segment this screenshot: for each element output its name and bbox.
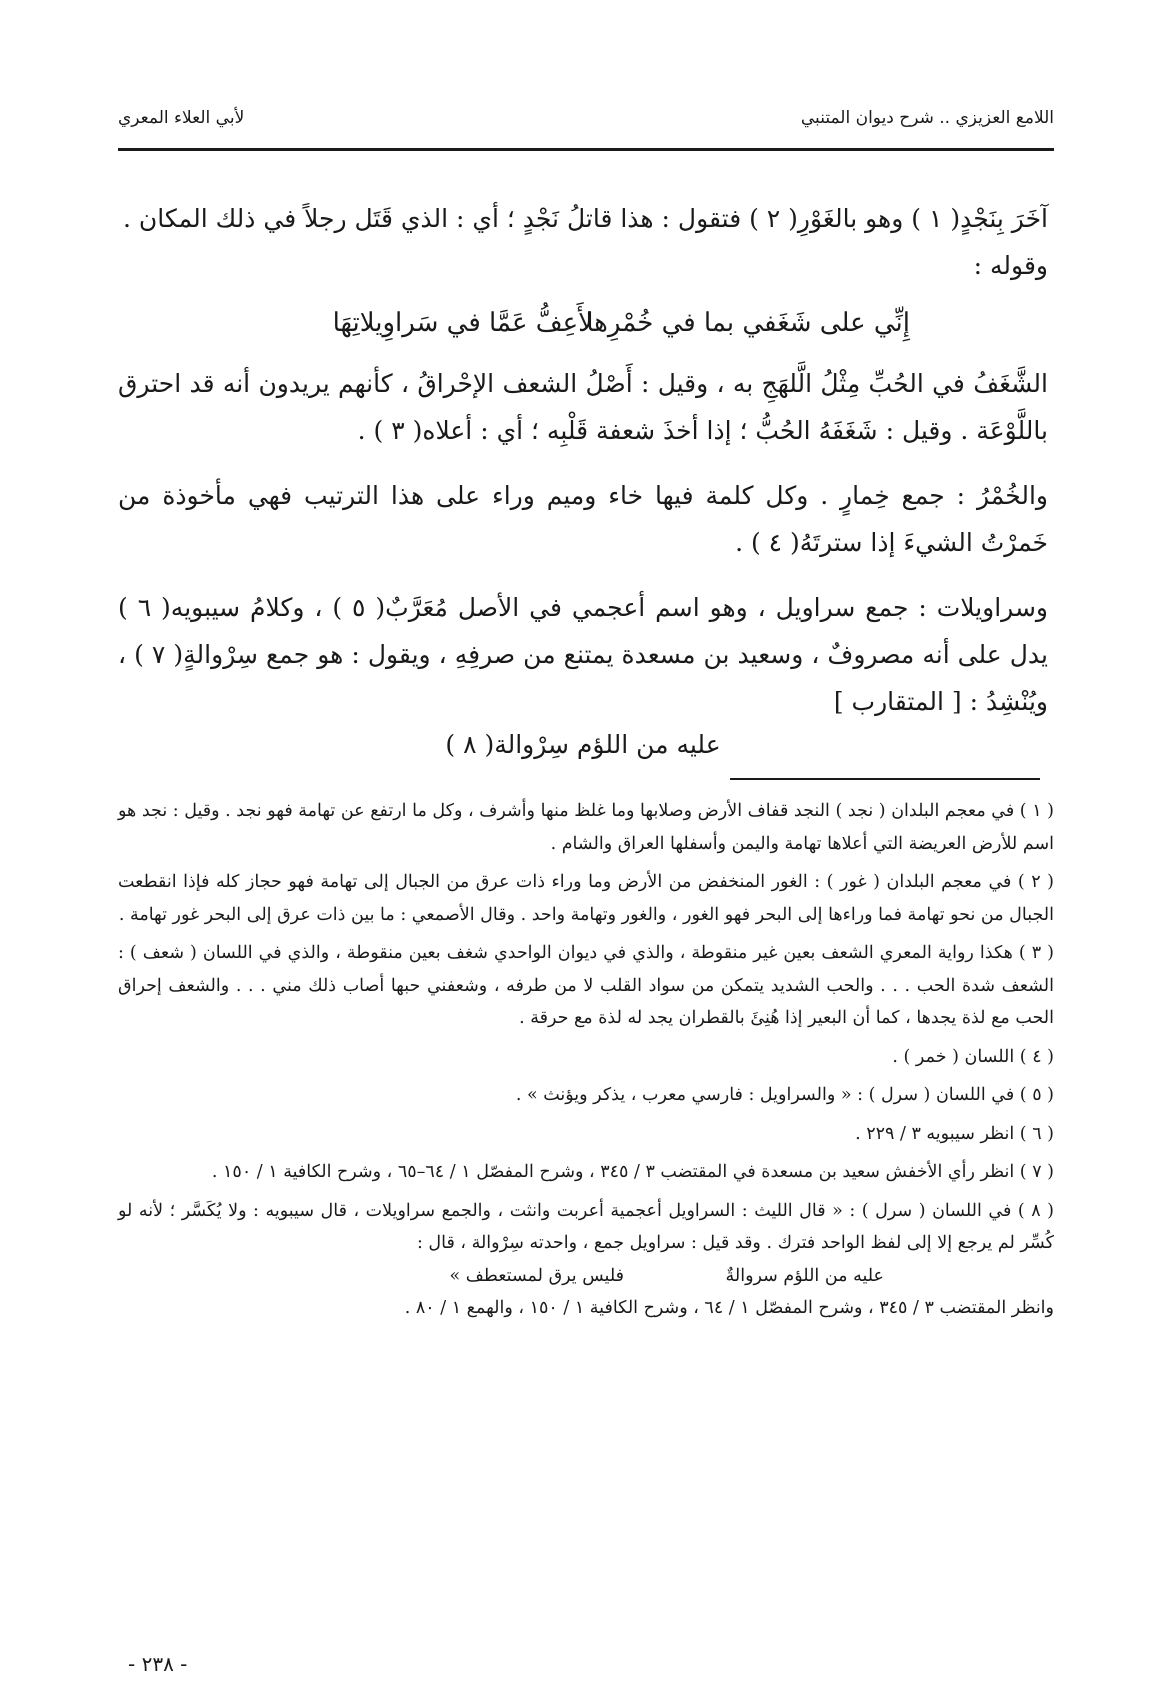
book-title: اللامع العزيزي .. شرح ديوان المتنبي (800, 108, 1054, 128)
footnote-separator (730, 778, 1040, 780)
footnote-3: ( ٣ ) هكذا رواية المعري الشعف بعين غير منقوطة ، والذي في ديوان الواحدي شغف بعين منقوطة ، والذي في اللسان ( شعف ) : الشعف شدة الحب . . . والحب الشديد يتمكن من سواد القلب لا من طرفه ، وشعفني حبها أصاب ذلك مني . . . والشعف إحراق الحب مع لذة يجدها ، كما أن البعير إذا هُنِئَ بالقطران يجد له لذة مع حرقة . (118, 943, 1054, 1028)
paragraph-1: آخَرَ بِنَجْدٍ( ١ ) وهو بالغَوْرِ( ٢ ) فتقول : هذا قاتلُ نَجْدٍ ؛ أي : الذي قَتَل رجلاً في ذلك المكان . (122, 204, 1048, 233)
footnote-8-text: ( ٨ ) في اللسان ( سرل ) : « قال الليث : السراويل أعجمية أعربت وانثت ، والجمع سراويلات ، قال سيبويه : ولا يُكَسَّر ؛ لأنه لو كُسِّر لم يرجع إلا إلى لفظ الواحد فترك . وقد قيل : سراويل جمع ، واحدته سِرْوالة ، قال : (118, 1200, 1054, 1253)
footnote-7: ( ٧ ) انظر رأي الأخفش سعيد بن مسعدة في المقتضب ٣ / ٣٤٥ ، وشرح المفصّل ١ / ٦٤–٦٥ ، وشرح الكافية ١ / ١٥٠ . (211, 1162, 1054, 1182)
footnote-6: ( ٦ ) انظر سيبويه ٣ / ٢٢٩ . (855, 1123, 1054, 1144)
verse-second-hemistich: لأَعِفُّ عَمَّا في سَراوِيلاتِهَا (332, 308, 593, 338)
paragraph-4: وسراويلات : جمع سراويل ، وهو اسم أعجمي في الأصل مُعَرَّبٌ( ٥ ) ، وكلامُ سيبويه( ٦ ) يدل على أنه مصروفٌ ، وسعيد بن مسعدة يمتنع من صرفِهِ ، ويقول : هو جمع سِرْوالةٍ( ٧ ) ، ويُنْشِدُ : [ المتقارب ] (118, 593, 1049, 716)
running-header (118, 100, 1054, 136)
footnote-5: ( ٥ ) في اللسان ( سرل ) : « والسراويل : فارسي معرب ، يذكر ويؤنث » . (515, 1085, 1054, 1105)
page-number: - ٢٣٨ - (128, 1652, 188, 1676)
paragraph-3: والخُمْرُ : جمع خِمارٍ . وكل كلمة فيها خاء وميم وراء على هذا الترتيب فهي مأخوذة من خَمرْتُ الشيءَ إذا سترتَهُ( ٤ ) . (118, 481, 1048, 557)
paragraph-1b: وقوله : (973, 251, 1048, 280)
footnote-4: ( ٤ ) اللسان ( خمر ) . (892, 1046, 1054, 1067)
verse-line (118, 308, 1048, 358)
author-name: لأبي العلاء المعري (118, 108, 245, 128)
main-text-continued (118, 360, 1048, 743)
header-rule (118, 148, 1054, 151)
footnote-2: ( ٢ ) في معجم البلدان ( غور ) : الغور المنخفض من الأرض وما وراء ذات عرق من الجبال إلى تهامة فهو حجاز كله فإذا انقطعت الجبال من نحو تهامة فما وراءها إلى البحر فهو الغور ، والغور وتهامة واحد . وقال الأصمعي : ما بين ذات عرق إلى البحر غور تهامة . (118, 872, 1054, 925)
verse-first-hemistich: إِنِّي على شَغَفي بما في خُمْرِها (586, 308, 910, 338)
footnote-8-verse-second: فليس يرق لمستعطف » (449, 1265, 624, 1286)
footnote-1: ( ١ ) في معجم البلدان ( نجد ) النجد قفاف الأرض وصلابها وما غلظ منها وأشرف ، وكل ما ارتفع عن تهامة فهو نجد . وقيل : نجد هو اسم للأرض العريضة التي أعلاها تهامة واليمن وأسفلها العراق والشام . (118, 801, 1054, 854)
main-text (118, 195, 1048, 289)
footnote-8 (118, 1195, 1054, 1325)
footnote-8-verse-first: عليه من اللؤم سروالةٌ (725, 1265, 884, 1286)
paragraph-2: الشَّغَفُ في الحُبِّ مِثْلُ الَّلهَجِ به ، وقيل : أَصْلُ الشعف الإحْراقُ ، كأنهم يريدون أنه قد احترق باللَّوْعَة . وقيل : شَغَفَهُ الحُبُّ ؛ إذا أخذَ شعفة قَلْبِه ؛ أي : أعلاه( ٣ ) . (118, 369, 1048, 445)
footnote-8-verse (118, 1260, 1054, 1292)
footnotes (118, 795, 1054, 1330)
footnote-8-end: وانظر المقتضب ٣ / ٣٤٥ ، وشرح المفصّل ١ / ٦٤ ، وشرح الكافية ١ / ١٥٠ ، والهمع ١ / ٨٠ . (404, 1297, 1054, 1318)
verse-quotation: عليه من اللؤم سِرْوالة( ٨ ) (445, 730, 721, 759)
